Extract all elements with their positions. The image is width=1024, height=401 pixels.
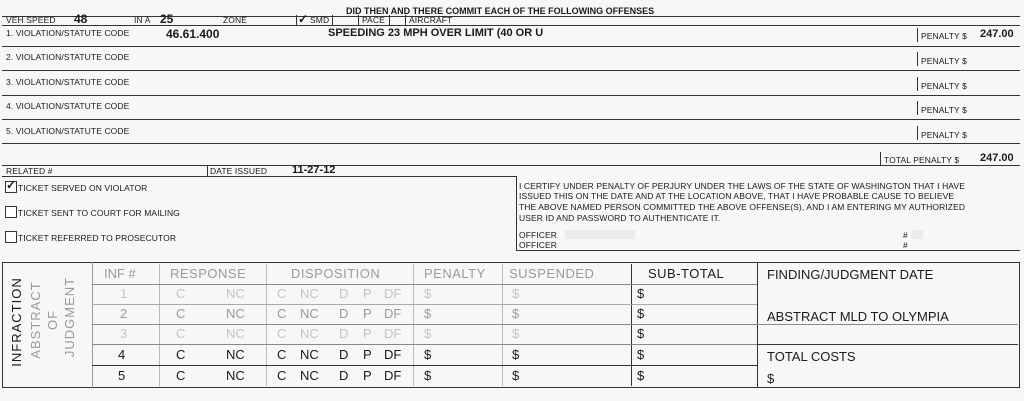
total-penalty-value[interactable]: 247.00 — [980, 152, 1014, 164]
inf-number: 2 — [120, 306, 128, 321]
side-label-infraction: INFRACTION — [9, 277, 24, 367]
disp-nc[interactable]: NC — [300, 347, 319, 362]
veh-speed-label: VEH SPEED — [6, 15, 56, 25]
disp-nc[interactable]: NC — [300, 326, 319, 341]
disp-c[interactable]: C — [277, 306, 287, 321]
suspended-dollar[interactable]: $ — [512, 286, 520, 301]
disp-nc[interactable]: NC — [300, 286, 319, 301]
subtotal-dollar[interactable]: $ — [637, 326, 645, 341]
in-a-value[interactable]: 25 — [160, 12, 174, 26]
violation-label: 3. VIOLATION/STATUTE CODE — [6, 77, 130, 87]
disp-p[interactable]: P — [363, 286, 372, 301]
penalty-dollar[interactable]: $ — [424, 368, 432, 383]
subtotal-dollar[interactable]: $ — [637, 347, 645, 362]
response-c[interactable]: C — [176, 306, 186, 321]
suspended-dollar[interactable]: $ — [512, 347, 520, 362]
violation-label: 1. VIOLATION/STATUTE CODE — [6, 28, 130, 38]
disp-nc[interactable]: NC — [300, 306, 319, 321]
smd-label: SMD — [310, 15, 330, 25]
date-issued-label: DATE ISSUED — [210, 166, 268, 176]
in-a-label: IN A — [134, 15, 151, 25]
officer-label: OFFICER — [519, 230, 558, 240]
redacted-officer-id — [565, 230, 635, 239]
penalty-dollar[interactable]: $ — [424, 306, 432, 321]
disp-df[interactable]: DF — [384, 368, 402, 383]
violation-description[interactable]: SPEEDING 23 MPH OVER LIMIT (40 OR U — [328, 27, 544, 39]
response-nc[interactable]: NC — [226, 286, 245, 301]
inf-number: 3 — [120, 326, 128, 341]
side-label-abstract: ABSTRACT — [28, 281, 43, 359]
penalty-value[interactable]: 247.00 — [980, 28, 1014, 40]
suspended-dollar[interactable]: $ — [512, 306, 520, 321]
disp-c[interactable]: C — [277, 347, 287, 362]
total-penalty-label: TOTAL PENALTY $ — [884, 155, 960, 165]
officer-hash-2: # — [903, 240, 908, 250]
pace-label: PACE — [362, 15, 385, 25]
disp-d[interactable]: D — [339, 368, 349, 383]
officer-hash: # — [903, 230, 908, 240]
disp-df[interactable]: DF — [384, 326, 402, 341]
aircraft-label: AIRCRAFT — [409, 15, 453, 25]
col-subtotal: SUB-TOTAL — [648, 266, 725, 281]
penalty-dollar[interactable]: $ — [424, 347, 432, 362]
violation-label: 4. VIOLATION/STATUTE CODE — [6, 101, 130, 111]
certification-line-2: ISSUED THIS ON THE DATE AND AT THE LOCATION ABOVE, THAT I HAVE PROBABLE CAUSE TO BELIEVE — [519, 191, 955, 201]
col-response: RESPONSE — [170, 266, 247, 281]
inf-number: 5 — [118, 368, 126, 383]
disp-p[interactable]: P — [363, 368, 372, 383]
subtotal-dollar[interactable]: $ — [637, 306, 645, 321]
penalty-label: PENALTY $ — [921, 81, 967, 91]
disp-d[interactable]: D — [339, 286, 349, 301]
disp-p[interactable]: P — [363, 306, 372, 321]
disp-d[interactable]: D — [339, 326, 349, 341]
abstract-mld-label: ABSTRACT MLD TO OLYMPIA — [767, 309, 949, 324]
penalty-label: PENALTY $ — [921, 130, 967, 140]
response-c[interactable]: C — [176, 286, 186, 301]
disp-c[interactable]: C — [277, 326, 287, 341]
side-label-of: OF — [45, 309, 60, 331]
disp-c[interactable]: C — [277, 286, 287, 301]
officer-label-2: OFFICER — [519, 240, 558, 250]
col-suspended: SUSPENDED — [509, 266, 595, 281]
served-label: TICKET SERVED ON VIOLATOR — [18, 183, 148, 193]
violation-code[interactable]: 46.61.400 — [166, 27, 220, 41]
response-nc[interactable]: NC — [226, 326, 245, 341]
zone-label: ZONE — [223, 15, 248, 25]
disp-p[interactable]: P — [363, 347, 372, 362]
disp-df[interactable]: DF — [384, 347, 402, 362]
response-nc[interactable]: NC — [226, 347, 245, 362]
veh-speed-value[interactable]: 48 — [74, 12, 88, 26]
response-c[interactable]: C — [176, 347, 186, 362]
total-costs-label: TOTAL COSTS — [767, 349, 856, 364]
inf-number: 1 — [120, 286, 128, 301]
violation-label: 5. VIOLATION/STATUTE CODE — [6, 126, 130, 136]
suspended-dollar[interactable]: $ — [512, 326, 520, 341]
disp-c[interactable]: C — [277, 368, 287, 383]
disp-df[interactable]: DF — [384, 306, 402, 321]
suspended-dollar[interactable]: $ — [512, 368, 520, 383]
disp-p[interactable]: P — [363, 326, 372, 341]
total-costs-value[interactable]: $ — [767, 371, 775, 386]
subtotal-dollar[interactable]: $ — [637, 368, 645, 383]
violation-label: 2. VIOLATION/STATUTE CODE — [6, 52, 130, 62]
mailing-checkbox[interactable] — [5, 206, 17, 218]
response-c[interactable]: C — [176, 368, 186, 383]
redacted-officer-number — [911, 230, 923, 239]
certification-line-3: THE ABOVE NAMED PERSON COMMITTED THE ABOVE OFFENSE(S), AND I AM ENTERING MY AUTHORIZED — [519, 202, 966, 212]
disp-nc[interactable]: NC — [300, 368, 319, 383]
prosecutor-label: TICKET REFERRED TO PROSECUTOR — [18, 233, 177, 243]
certification-line-1: I CERTIFY UNDER PENALTY OF PERJURY UNDER THE LAWS OF THE STATE OF WASHINGTON THAT I HAVE — [519, 181, 965, 191]
finding-date-label: FINDING/JUDGMENT DATE — [767, 267, 934, 282]
prosecutor-checkbox[interactable] — [5, 231, 17, 243]
certification-line-4: USER ID AND PASSWORD TO AUTHENTICATE IT. — [519, 213, 721, 223]
side-label-judgment: JUDGMENT — [62, 276, 77, 358]
col-disposition: DISPOSITION — [291, 266, 381, 281]
disp-d[interactable]: D — [339, 306, 349, 321]
served-checkbox[interactable] — [5, 181, 17, 193]
penalty-dollar[interactable]: $ — [424, 286, 432, 301]
date-issued-value[interactable]: 11-27-12 — [292, 164, 336, 176]
penalty-label: PENALTY $ — [921, 31, 967, 41]
disp-d[interactable]: D — [339, 347, 349, 362]
subtotal-dollar[interactable]: $ — [637, 286, 645, 301]
col-inf: INF # — [104, 266, 136, 281]
mailing-label: TICKET SENT TO COURT FOR MAILING — [18, 208, 180, 218]
related-label: RELATED # — [6, 166, 53, 176]
penalty-label: PENALTY $ — [921, 56, 967, 66]
form-title: DID THEN AND THERE COMMIT EACH OF THE FOLLOWING OFFENSES — [346, 6, 655, 16]
response-nc[interactable]: NC — [226, 306, 245, 321]
disp-df[interactable]: DF — [384, 286, 402, 301]
smd-check-icon[interactable]: ✓ — [298, 12, 309, 26]
col-penalty: PENALTY — [424, 266, 486, 281]
penalty-label: PENALTY $ — [921, 105, 967, 115]
response-nc[interactable]: NC — [226, 368, 245, 383]
inf-number: 4 — [118, 347, 126, 362]
penalty-dollar[interactable]: $ — [424, 326, 432, 341]
response-c[interactable]: C — [176, 326, 186, 341]
